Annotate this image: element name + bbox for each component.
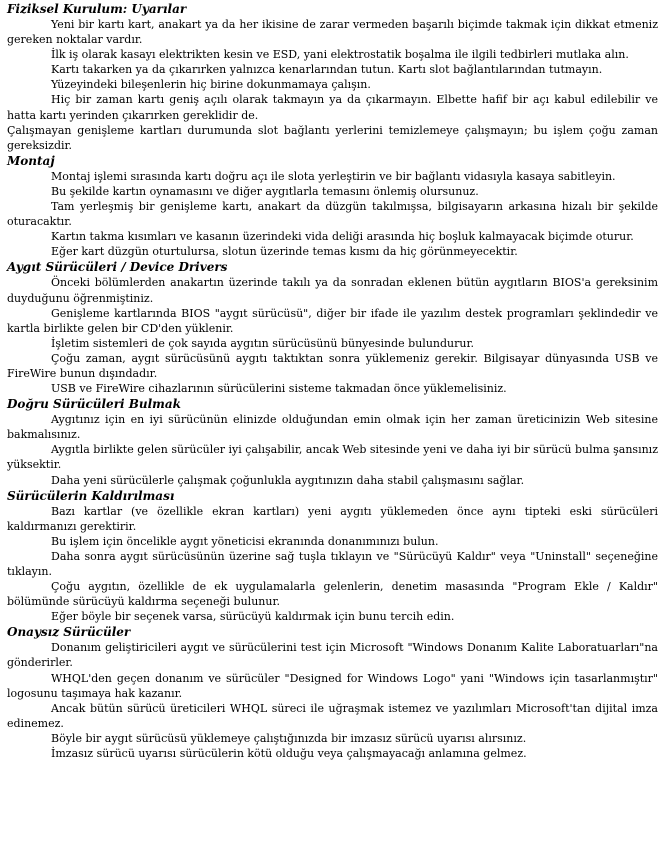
paragraph: Aygıtla birlikte gelen sürücüler iyi çalışabilir, ancak Web sitesinde yeni ve daha iyi bir sürücü bulma şansınız yüksektir. xyxy=(7,443,658,472)
section-heading: Onaysız Sürücüler xyxy=(7,625,131,640)
paragraph: Montaj işlemi sırasında kartı doğru açı ile slota yerleştirin ve bir bağlantı vidasıyla kasaya sabitleyin. xyxy=(51,169,616,183)
section-heading: Aygıt Sürücüleri / Device Drivers xyxy=(7,260,228,275)
paragraph: Kartın takma kısımları ve kasanın üzerindeki vida deliği arasında hiç boşluk kalmayacak biçimde oturur. xyxy=(51,230,634,244)
paragraph: Eğer kart düzgün oturtulursa, slotun üzerinde temas kısmı da hiç görünmeyecektir. xyxy=(51,245,518,259)
section-heading: Sürücülerin Kaldırılması xyxy=(7,488,175,503)
paragraph: Çalışmayan genişleme kartları durumunda slot bağlantı yerlerini temizlemeye çalışmayın; bu işlem çoğu zaman gereksizdir. xyxy=(7,123,658,152)
paragraph: Hiç bir zaman kartı geniş açılı olarak takmayın ya da çıkarmayın. Elbette hafif bir açı kabul edilebilir ve hatta kartı yerinden çıkarırken gereklidir de. xyxy=(7,93,658,122)
paragraph: Ancak bütün sürücü üreticileri WHQL süreci ile uğraşmak istemez ve yazılımları Microsoft'tan dijital imza edinemez. xyxy=(7,701,658,730)
section-heading: Fiziksel Kurulum: Uyarılar xyxy=(7,2,187,16)
paragraph: İmzasız sürücü uyarısı sürücülerin kötü olduğu veya çalışmayacağı anlamına gelmez. xyxy=(51,747,527,761)
paragraph: WHQL'den geçen donanım ve sürücüler "Designed for Windows Logo" yani "Windows için tasarlanmıştır" logosunu taşımaya hak kazanır. xyxy=(7,671,658,700)
paragraph: USB ve FireWire cihazlarının sürücülerini sisteme takmadan önce yüklemelisiniz. xyxy=(51,382,507,396)
paragraph: Çoğu aygıtın, özellikle de ek uygulamalarla gelenlerin, denetim masasında "Program Ekle / Kaldır" bölümünde sürücüyü kaldırma seçeneği bulunur. xyxy=(7,580,658,609)
paragraph: Yeni bir kartı kart, anakart ya da her ikisine de zarar vermeden başarılı biçimde takmak için dikkat etmeniz gereken noktalar vardır. xyxy=(7,18,658,47)
paragraph: Bu işlem için öncelikle aygıt yöneticisi ekranında donanımınızı bulun. xyxy=(51,534,439,548)
paragraph: Yüzeyindeki bileşenlerin hiç birine dokunmamaya çalışın. xyxy=(51,78,371,92)
paragraph: İşletim sistemleri de çok sayıda aygıtın sürücüsünü bünyesinde bulundurur. xyxy=(51,336,475,350)
paragraph: Tam yerleşmiş bir genişleme kartı, anakart da düzgün takılmışsa, bilgisayarın arkasına hizalı bir şekilde oturacaktır. xyxy=(7,200,658,229)
paragraph: Bu şekilde kartın oynamasını ve diğer aygıtlarla temasını önlemiş olursunuz. xyxy=(51,184,479,198)
paragraph: Donanım geliştiricileri aygıt ve sürücülerini test için Microsoft "Windows Donanım Kalite Laboratuarları"na gönderirler. xyxy=(7,641,658,670)
paragraph: Daha yeni sürücülerle çalışmak çoğunlukla aygıtınızın daha stabil çalışmasını sağlar. xyxy=(51,473,525,487)
paragraph: Böyle bir aygıt sürücüsü yüklemeye çalıştığınızda bir imzasız sürücü uyarısı alırsınız. xyxy=(51,731,527,745)
section-heading: Montaj xyxy=(7,153,55,168)
paragraph: Önceki bölümlerden anakartın üzerinde takılı ya da sonradan eklenen bütün aygıtların BIOS'a gereksinim duyduğunu öğrenmiştiniz. xyxy=(7,276,658,305)
paragraph: Eğer böyle bir seçenek varsa, sürücüyü kaldırmak için bunu tercih edin. xyxy=(51,610,455,624)
paragraph: Aygıtınız için en iyi sürücünün elinizde olduğundan emin olmak için her zaman üreticinizin Web sitesine bakmalısınız. xyxy=(7,413,658,442)
paragraph: İlk iş olarak kasayı elektrikten kesin ve ESD, yani elektrostatik boşalma ile ilgili tedbirleri mutlaka alın. xyxy=(51,48,629,62)
paragraph: Kartı takarken ya da çıkarırken yalnızca kenarlarından tutun. Kartı slot bağlantılarından tutmayın. xyxy=(51,63,603,77)
section-heading: Doğru Sürücüleri Bulmak xyxy=(7,397,181,412)
paragraph: Genişleme kartlarında BIOS "aygıt sürücüsü", diğer bir ifade ile yazılım destek programları şeklindedir ve kartla birlikte gelen bir CD'den yüklenir. xyxy=(7,306,658,335)
paragraph: Çoğu zaman, aygıt sürücüsünü aygıtı taktıktan sonra yüklemeniz gerekir. Bilgisayar dünyasında USB ve FireWire bunun dışındadır. xyxy=(7,351,658,380)
paragraph: Bazı kartlar (ve özellikle ekran kartları) yeni aygıtı yüklemeden önce aynı tipteki eski sürücüleri kaldırmanızı gerektirir. xyxy=(7,504,658,533)
paragraph: Daha sonra aygıt sürücüsünün üzerine sağ tuşla tıklayın ve "Sürücüyü Kaldır" veya "Uninstall" seçeneğine tıklayın. xyxy=(7,549,658,578)
